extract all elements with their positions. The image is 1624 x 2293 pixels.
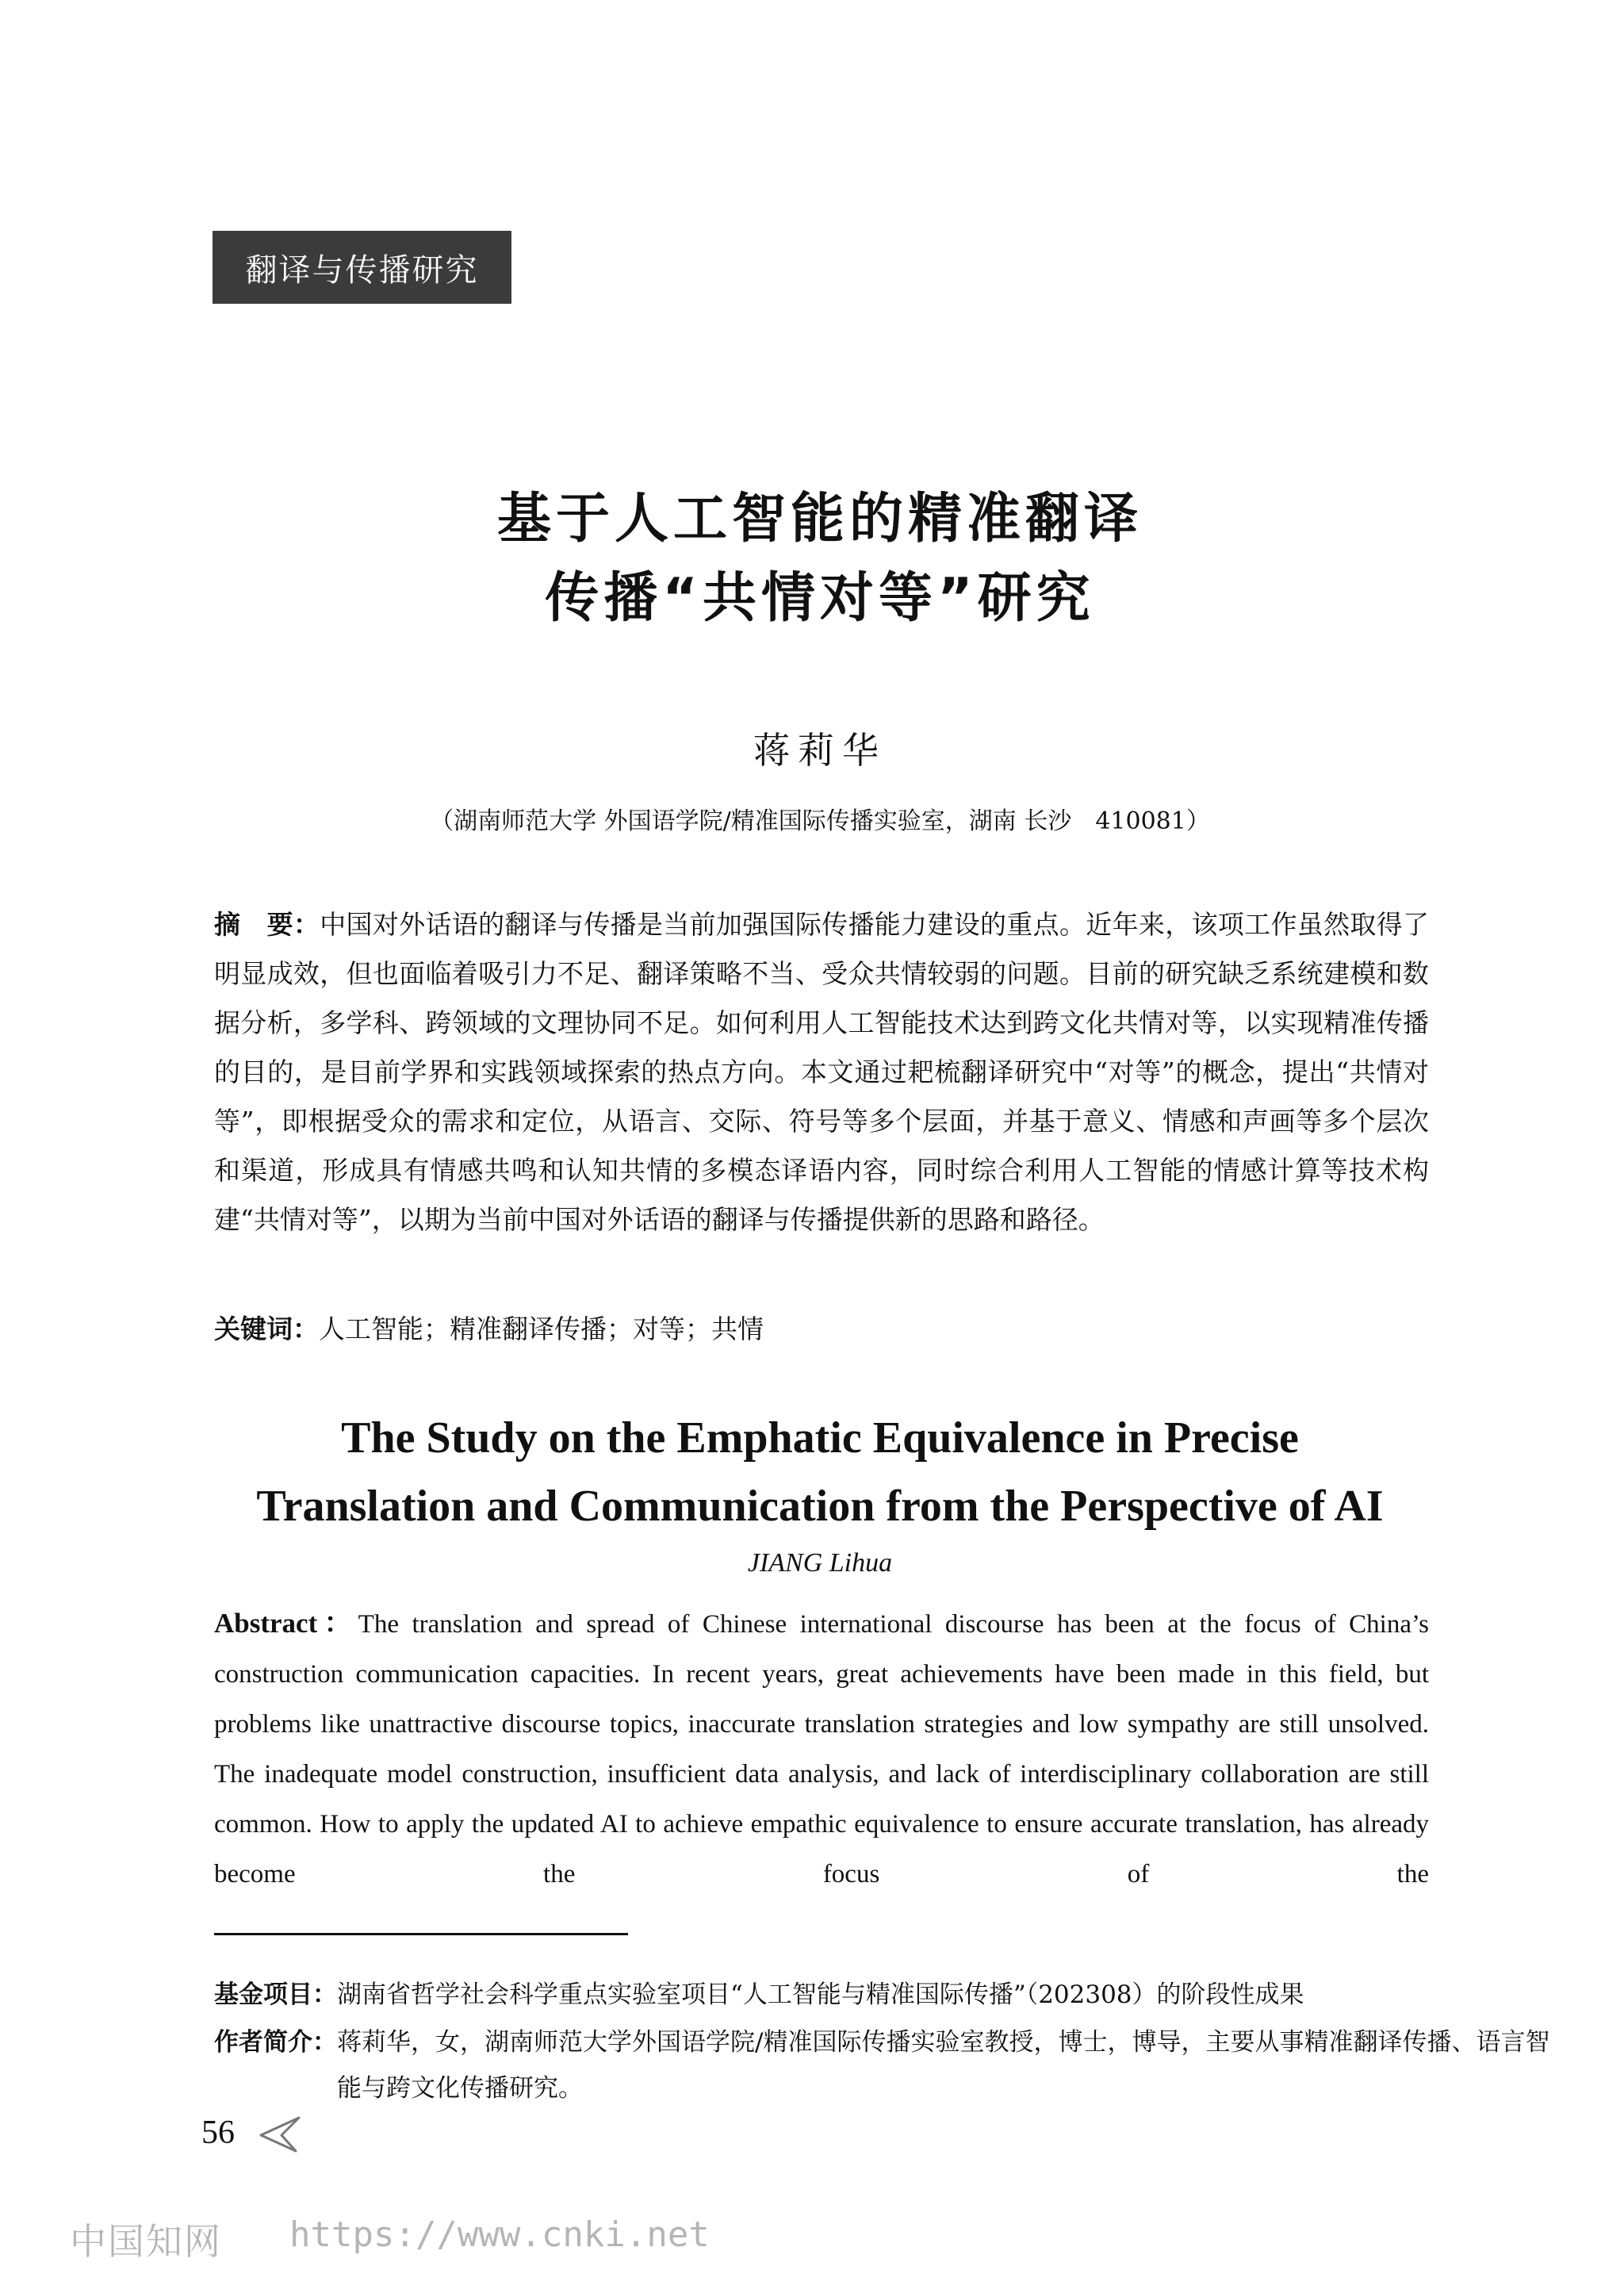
english-abstract [214, 1598, 1429, 1900]
chinese-keywords-text: 人工智能；精准翻译传播；对等；共情 [319, 1313, 764, 1344]
watermark-url: https://www.cnki.net [289, 2214, 710, 2255]
chinese-title-line-1: 基于人工智能的精准翻译 [496, 488, 1143, 550]
chinese-title [213, 480, 1427, 638]
footnote-author-bio [214, 2019, 1552, 2111]
footnote-bio-text: 蒋莉华，女，湖南师范大学外国语学院/精准国际传播实验室教授，博士，博导，主要从事精准翻译传播、语言智能与跨文化传播研究。 [337, 2028, 1550, 2103]
english-title-line-1: The Study on the Emphatic Equivalence in Precise [341, 1413, 1299, 1463]
footnote-fund [214, 1972, 1429, 2018]
english-abstract-text: The translation and spread of Chinese international discourse has been at the focus of China’s construction communication capacities. In recent years, great achievements have been made in this field, but problems like unattractive discourse topics, inaccurate translation strategies and low sympathy are still unsolved. The inadequate model construction, insufficient data analysis, and lack of interdisciplinary collaboration are still common. How to apply the updated AI to achieve empathic equivalence to ensure accurate translation, has already become the focus of the [214, 1610, 1429, 1888]
chinese-abstract-text: 中国对外话语的翻译与传播是当前加强国际传播能力建设的重点。近年来，该项工作虽然取得了明显成效，但也面临着吸引力不足、翻译策略不当、受众共情较弱的问题。目前的研究缺乏系统建模和数据分析，多学科、跨领域的文理协同不足。如何利用人工智能技术达到跨文化共情对等，以实现精准传播的目的，是目前学界和实践领域探索的热点方向。本文通过耙梳翻译研究中“对等”的概念，提出“共情对等”，即根据受众的需求和定位，从语言、交际、符号等多个层面，并基于意义、情感和声画等多个层次和渠道，形成具有情感共鸣和认知共情的多模态译语内容，同时综合利用人工智能的情感计算等技术构建“共情对等”，以期为当前中国对外话语的翻译与传播提供新的思路和路径。 [214, 909, 1430, 1235]
page-number: 56 [201, 2115, 235, 2151]
chinese-author: 蒋莉华 [753, 729, 887, 772]
footnote-fund-text: 湖南省哲学社会科学重点实验室项目“人工智能与精准国际传播”（202308）的阶段性成果 [337, 1980, 1304, 2009]
chinese-affiliation: （湖南师范大学 外国语学院/精准国际传播实验室，湖南 长沙 410081） [430, 807, 1210, 835]
chinese-keywords-label: 关键词： [214, 1313, 319, 1344]
chinese-abstract [214, 900, 1429, 1244]
chinese-keywords [214, 1305, 1429, 1354]
watermark-brand: 中国知网 [70, 2220, 222, 2263]
chinese-abstract-label: 摘 要： [214, 909, 320, 940]
footnote-divider [214, 1933, 628, 1935]
english-title [213, 1404, 1427, 1540]
footnote-fund-label: 基金项目： [214, 1980, 337, 2009]
english-author: JIANG Lihua [747, 1548, 893, 1578]
english-abstract-label: Abstract： [214, 1608, 358, 1639]
section-tag: 翻译与传播研究 [213, 231, 511, 304]
footnote-bio-label: 作者简介： [214, 2028, 337, 2057]
chinese-title-line-2: 传播“共情对等”研究 [545, 567, 1095, 630]
page-arrow-icon [258, 2115, 301, 2154]
english-title-line-2: Translation and Communication from the Perspective of AI [256, 1482, 1384, 1531]
